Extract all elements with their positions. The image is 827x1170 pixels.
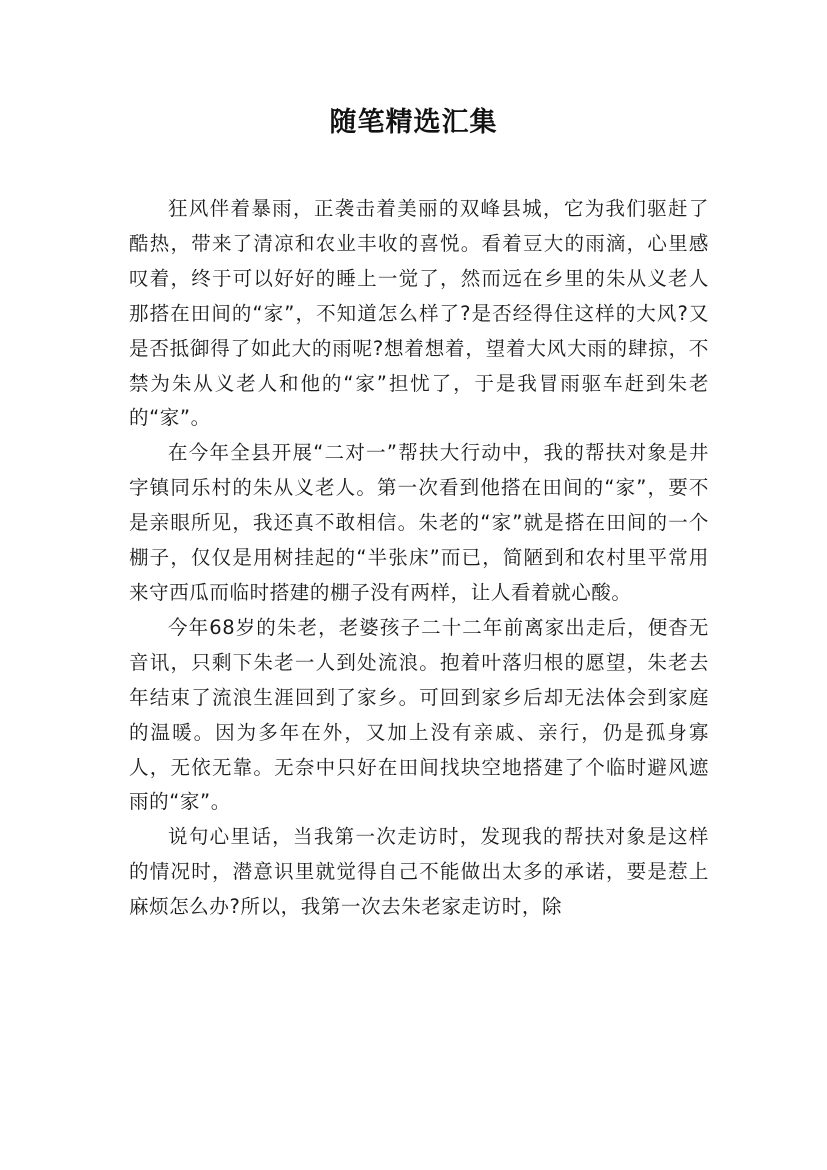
paragraph-1: 狂风伴着暴雨，正袭击着美丽的双峰县城，它为我们驱赶了酷热，带来了清凉和农业丰收的喜悦。看着豆大的雨滴，心里感叹着，终于可以好好的睡上一觉了，然而远在乡里的朱从义老人那搭在田间的“家”，不知道怎么样了?是否经得住这样的大风?又是否抵御得了如此大的雨呢?想着想着，望着大风大雨的肆掠，不禁为朱从义老人和他的“家”担忧了，于是我冒雨驱车赶到朱老的“家”。 bbox=[129, 197, 709, 430]
paragraph-4: 说句心里话，当我第一次走访时，发现我的帮扶对象是这样的情况时，潜意识里就觉得自己不能做出太多的承诺，要是惹上麻烦怎么办?所以，我第一次去朱老家走访时，除 bbox=[129, 825, 709, 919]
document-title: 随笔精选汇集 bbox=[329, 107, 498, 138]
document-body bbox=[129, 192, 709, 925]
paragraph-2: 在今年全县开展“二对一”帮扶大行动中，我的帮扶对象是井字镇同乐村的朱从义老人。第一次看到他搭在田间的“家”，要不是亲眼所见，我还真不敢相信。朱老的“家”就是搭在田间的一个棚子，仅仅是用树挂起的“半张床”而已，简陋到和农村里平常用来守西瓜而临时搭建的棚子没有两样，让人看着就心酸。 bbox=[129, 441, 709, 604]
paragraph-3: 今年68岁的朱老，老婆孩子二十二年前离家出走后，便杳无音讯，只剩下朱老一人到处流浪。抱着叶落归根的愿望，朱老去年结束了流浪生涯回到了家乡。可回到家乡后却无法体会到家庭的温暖。因为多年在外，又加上没有亲戚、亲行，仍是孤身寡人，无依无靠。无奈中只好在田间找块空地搭建了个临时避风遮雨的“家”。 bbox=[129, 615, 709, 814]
